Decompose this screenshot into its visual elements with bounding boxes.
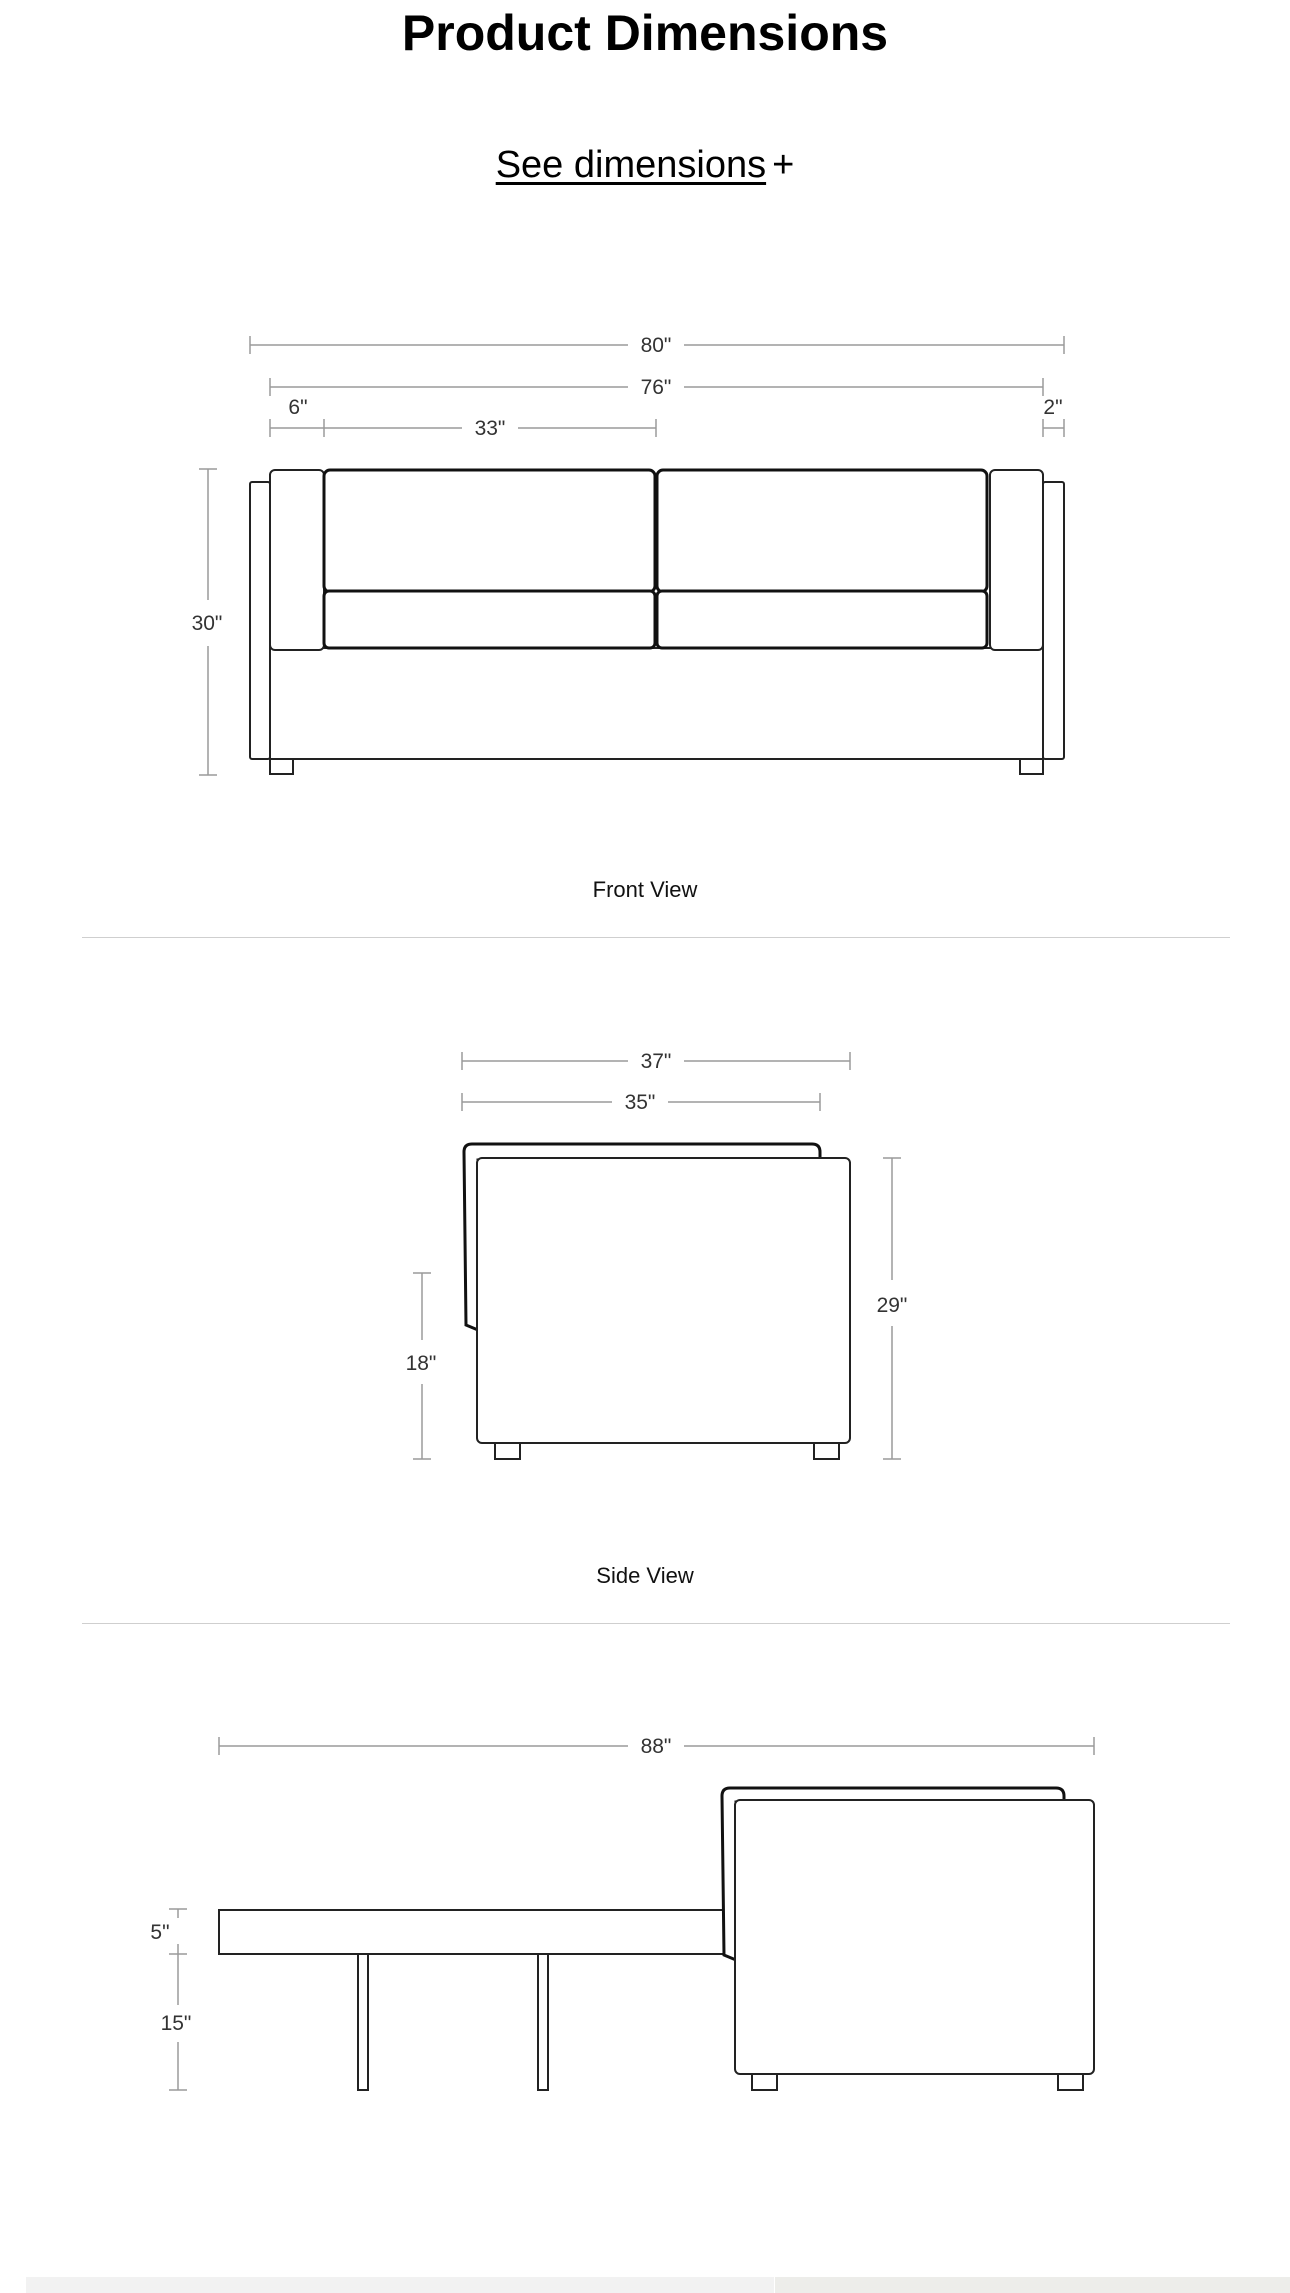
bed-view-drawing bbox=[150, 1735, 1094, 2090]
front-inner-width-label: 76" bbox=[640, 376, 672, 399]
sofa-bed-illustration bbox=[219, 1788, 1094, 2090]
side-view-drawing bbox=[406, 1050, 908, 1459]
front-back-offset-label: 2" bbox=[1043, 396, 1063, 419]
sofa-front-illustration bbox=[250, 470, 1064, 774]
front-view-drawing bbox=[192, 334, 1064, 775]
side-back-height-label: 29" bbox=[876, 1294, 908, 1317]
front-arm-width-label: 6" bbox=[288, 396, 308, 419]
front-seat-width-label: 33" bbox=[474, 417, 506, 440]
plus-icon[interactable]: + bbox=[772, 144, 795, 186]
bed-overall-length-label: 88" bbox=[640, 1735, 672, 1758]
side-overall-depth-label: 37" bbox=[640, 1050, 672, 1073]
front-view-label: Front View bbox=[592, 877, 698, 902]
side-inner-depth-label: 35" bbox=[624, 1091, 656, 1114]
sofa-side-illustration bbox=[464, 1144, 850, 1459]
side-view-label: Side View bbox=[596, 1563, 694, 1588]
side-seat-height-label: 18" bbox=[405, 1352, 437, 1375]
bed-mattress-thickness-label: 5" bbox=[150, 1921, 170, 1944]
side-view-divider bbox=[82, 1623, 1230, 1624]
bottom-strip-right bbox=[775, 2277, 1290, 2293]
front-view-divider bbox=[82, 937, 1230, 938]
see-dimensions-link[interactable]: See dimensions bbox=[495, 144, 767, 186]
front-overall-width-label: 80" bbox=[640, 334, 672, 357]
bed-mattress-height-label: 15" bbox=[160, 2012, 192, 2035]
bottom-strip-left bbox=[26, 2277, 774, 2293]
front-height-label: 30" bbox=[191, 612, 223, 635]
page-title: Product Dimensions bbox=[401, 5, 889, 61]
